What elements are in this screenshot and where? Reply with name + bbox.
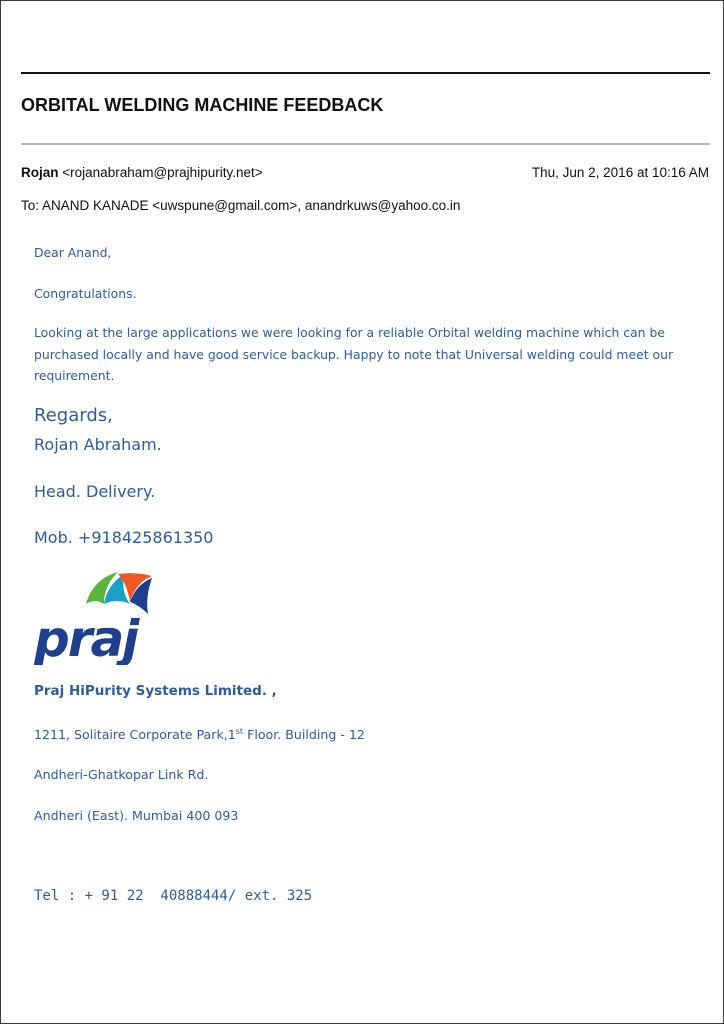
address-ordinal-suffix: st <box>235 726 244 736</box>
greeting: Dear Anand, <box>34 245 112 260</box>
signature-title: Head. Delivery. <box>34 482 156 501</box>
logo-wordmark: praj <box>34 610 138 665</box>
recipients-line: To: ANAND KANADE <uwspune@gmail.com>, anandrkuws@yahoo.co.in <box>21 198 461 213</box>
address-line-2: Andheri-Ghatkopar Link Rd. <box>34 767 209 782</box>
address-line-1 <box>34 727 365 742</box>
subject-divider <box>21 143 710 145</box>
email-subject: ORBITAL WELDING MACHINE FEEDBACK <box>21 95 384 115</box>
sent-date: Thu, Jun 2, 2016 at 10:16 AM <box>531 165 709 180</box>
sender-line <box>21 165 263 180</box>
address-line-3: Andheri (East). Mumbai 400 093 <box>34 808 239 823</box>
sender-name: Rojan <box>21 165 59 180</box>
praj-logo-icon <box>34 570 154 665</box>
signature-regards: Regards, <box>34 405 113 426</box>
telephone: Tel : + 91 22 40888444/ ext. 325 <box>34 888 313 904</box>
praj-logo <box>34 570 154 665</box>
sender-address: <rojanabraham@prajhipurity.net> <box>62 165 263 180</box>
signature-name: Rojan Abraham. <box>34 435 162 454</box>
company-name: Praj HiPurity Systems Limited. , <box>34 683 277 699</box>
body-paragraph: Looking at the large applications we were looking for a reliable Orbital welding machine which can be purchased locally and have good service backup. Happy to note that Universal welding could meet our requirement. <box>34 325 674 383</box>
signature-mobile: Mob. +918425861350 <box>34 528 214 547</box>
header-rule <box>21 72 710 74</box>
address-line-1-rest: Floor. Building - 12 <box>243 727 365 742</box>
congratulations-line: Congratulations. <box>34 286 137 301</box>
address-line-1-main: 1211, Solitaire Corporate Park,1 <box>34 727 236 742</box>
